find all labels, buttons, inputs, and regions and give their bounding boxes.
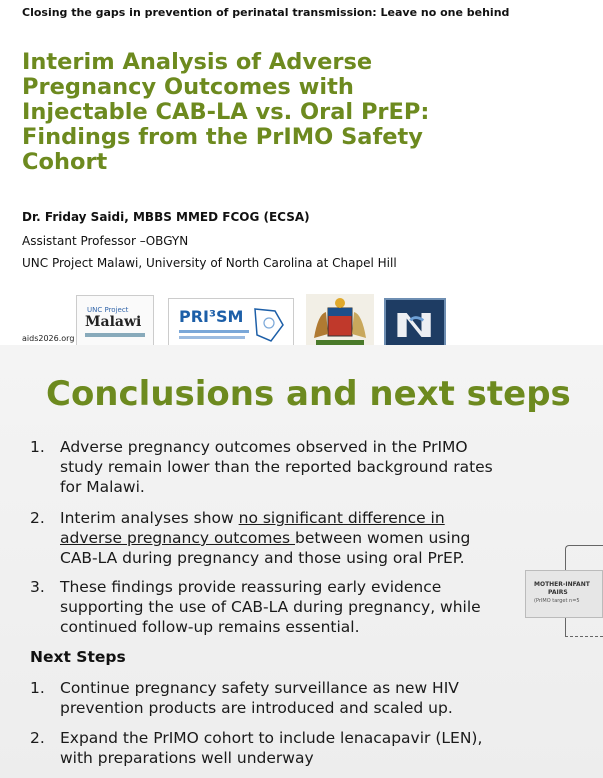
author-position: Assistant Professor –OBGYN xyxy=(22,234,189,248)
mother-infant-pairs-box xyxy=(525,570,603,618)
presentation-title: Interim Analysis of Adverse Pregnancy Outcomes with Injectable CAB-LA vs. Oral PrEP: Findings from the PrIMO Safety Cohort xyxy=(22,49,430,175)
next-steps-heading: Next Steps xyxy=(30,648,126,666)
unc-nc-logo xyxy=(384,298,446,352)
next-step-item xyxy=(30,678,490,720)
slide-heading: Conclusions and next steps xyxy=(46,374,571,414)
conclusion-item xyxy=(30,437,493,499)
author-name: Dr. Friday Saidi, MBBS MMED FCOG (ECSA) xyxy=(22,210,310,224)
item-number: 2. xyxy=(30,509,45,527)
title-slide xyxy=(0,0,603,345)
prism-logo-line xyxy=(179,330,249,333)
item-text: Continue pregnancy safety surveillance as new HIV prevention products are introduced and scaled up. xyxy=(60,679,459,717)
item-text-emphasis: no significant difference in adverse pregnancy outcomes xyxy=(60,509,445,547)
side-box-line: PAIRS xyxy=(548,589,568,596)
malawi-map-icon xyxy=(249,305,289,345)
item-text-pre: Interim analyses show xyxy=(60,509,239,527)
prism-logo-line xyxy=(179,336,245,339)
conclusion-item xyxy=(30,508,490,570)
item-number: 3. xyxy=(30,578,45,596)
item-text: Expand the PrIMO cohort to include lenacapavir (LEN), with preparations well underway xyxy=(60,729,483,767)
conference-url: aids2026.org xyxy=(22,334,75,343)
unc-logo-big-text: Malawi xyxy=(85,314,142,330)
item-number: 1. xyxy=(30,438,45,456)
item-text-post: between women using CAB-LA during pregnancy and those using oral PrEP. xyxy=(60,529,471,567)
unc-logo-bar xyxy=(85,333,145,337)
side-box-line: MOTHER-INFANT xyxy=(534,581,590,588)
side-box-line: (PrIMO target n=5 xyxy=(534,598,580,604)
prism-logo-text: PRI³SM xyxy=(179,307,244,326)
next-step-item xyxy=(30,728,490,770)
conference-banner: Closing the gaps in prevention of perinatal transmission: Leave no one behind xyxy=(22,6,510,19)
item-text: Adverse pregnancy outcomes observed in the PrIMO study remain lower than the reported background rates for Malawi. xyxy=(60,438,493,496)
author-institution: UNC Project Malawi, University of North Carolina at Chapel Hill xyxy=(22,256,397,270)
conclusion-item xyxy=(30,577,490,639)
unc-project-malawi-logo xyxy=(76,295,154,350)
unc-logo-small-text: UNC Project xyxy=(87,306,129,314)
item-number: 2. xyxy=(30,729,45,747)
prism-logo xyxy=(168,298,294,350)
item-number: 1. xyxy=(30,679,45,697)
item-text xyxy=(60,508,500,568)
item-text: These findings provide reassuring early evidence supporting the use of CAB-LA during pregnancy, while continued follow-up remains essential. xyxy=(60,578,481,636)
